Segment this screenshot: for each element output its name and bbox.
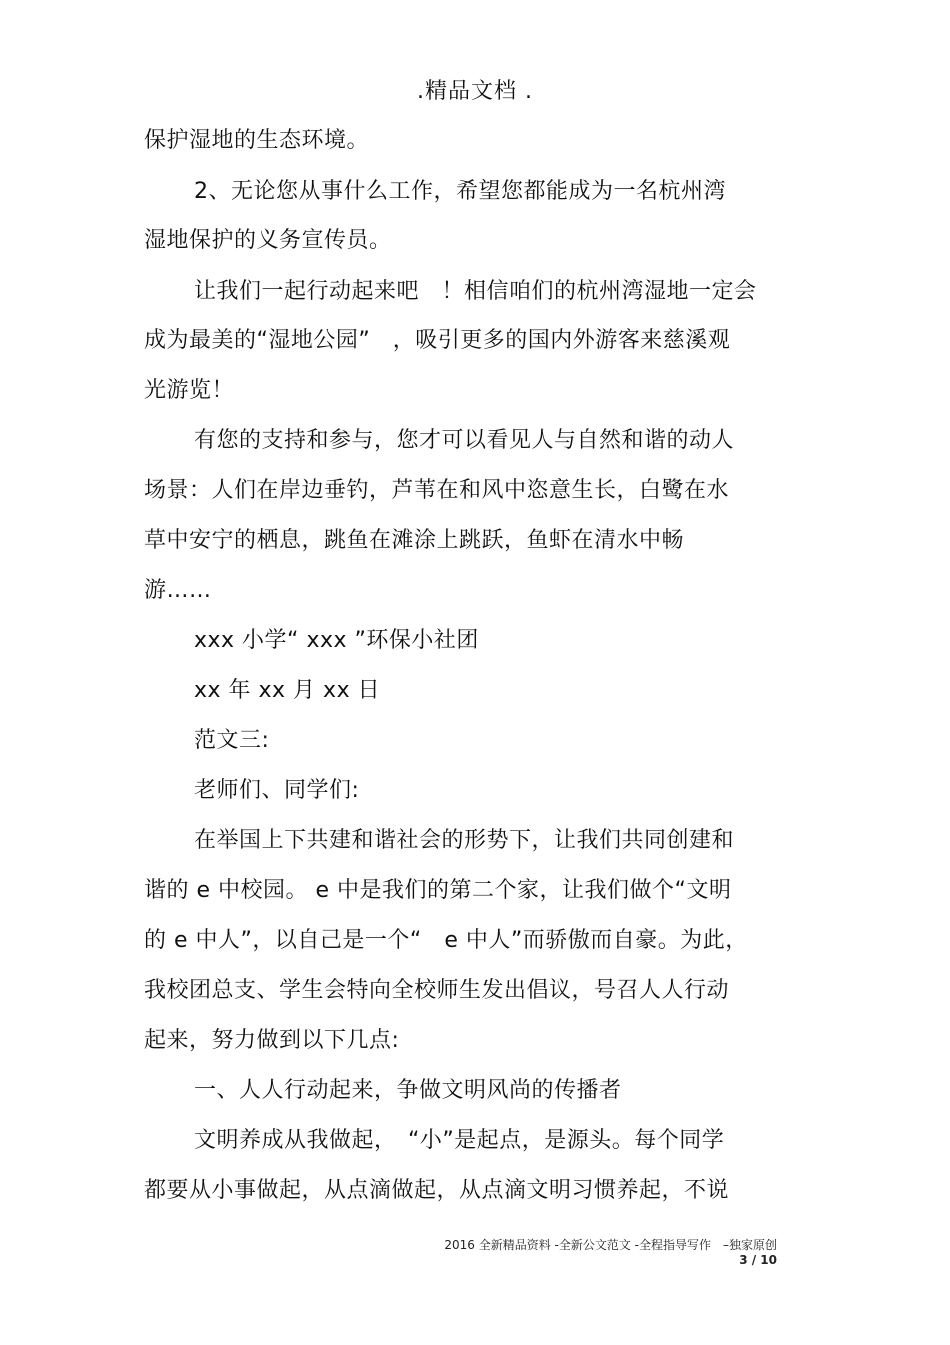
page-number: 3 / 10 [739,1253,777,1267]
text-line: 让我们一起行动起来吧 ！相信咱们的杭州湾湿地一定会 [194,279,757,304]
text-line: 游…… [144,578,212,603]
text-line: 2、无论您从事什么工作，希望您都能成为一名杭州湾 [194,179,726,204]
text-line: 我校团总支、学生会特向全校师生发出倡议，号召人人行动 [144,978,730,1003]
text-line: 草中安宁的栖息，跳鱼在滩涂上跳跃，鱼虾在清水中畅 [144,528,685,553]
text-line: 范文三: [194,728,270,753]
text-line: 都要从小事做起，从点滴做起，从点滴文明习惯养起，不说 [144,1178,730,1203]
text-line: 场景：人们在岸边垂钓，芦苇在和风中恣意生长，白鹭在水 [144,478,730,503]
page-footer: 2016 全新精品资料 -全新公文范文 -全程指导写作 –独家原创 [444,1238,777,1252]
text-line: 成为最美的“湿地公园” ，吸引更多的国内外游客来慈溪观 [144,328,731,353]
page-header: .精品文档 . [417,79,533,104]
text-line: xxx 小学“ xxx ”环保小社团 [194,628,479,653]
text-line: 文明养成从我做起， “小”是起点，是源头。每个同学 [194,1128,725,1153]
text-line: 光游览！ [144,378,235,403]
text-line: 湿地保护的义务宣传员。 [144,228,392,253]
text-line: 在举国上下共建和谐社会的形势下，让我们共同创建和 [194,828,735,853]
text-line: 老师们、同学们: [194,778,360,803]
text-line: 有您的支持和参与，您才可以看见人与自然和谐的动人 [194,428,735,453]
text-line: 保护湿地的生态环境。 [144,128,370,153]
text-line: xx 年 xx 月 xx 日 [194,678,381,703]
text-line: 一、人人行动起来，争做文明风尚的传播者 [194,1078,622,1103]
text-line: 起来，努力做到以下几点: [144,1028,400,1053]
text-line: 谐的 e 中校园。 e 中是我们的第二个家，让我们做个“文明 [144,878,732,903]
text-line: 的 e 中人”，以自己是一个“ e 中人”而骄傲而自豪。为此， [144,928,748,953]
